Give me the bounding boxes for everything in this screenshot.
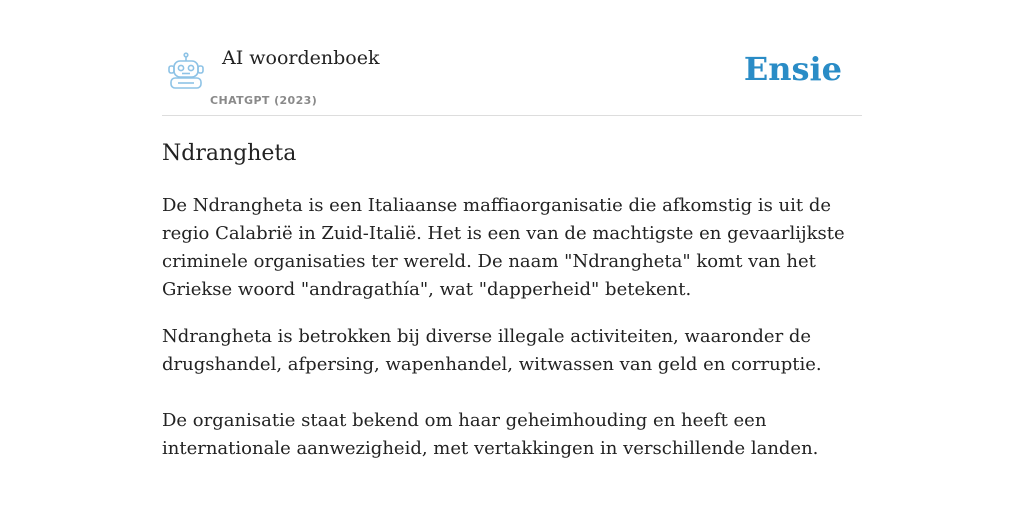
header	[162, 0, 862, 116]
dictionary-source: CHATGPT (2023)	[210, 94, 318, 107]
page-container	[162, 0, 862, 459]
ensie-logo-link[interactable]: Ensie	[743, 50, 842, 88]
definition-paragraph-3: De organisatie staat bekend om haar geheimhouding en heeft een internationale aanwezigheid, met vertakkingen in verschillende landen.	[162, 410, 819, 459]
robot-icon	[166, 52, 206, 90]
dictionary-title: AI woordenboek	[222, 47, 380, 69]
definition-paragraph-1: De Ndrangheta is een Italiaanse maffiaorganisatie die afkomstig is uit de regio Calabrië in Zuid-Italië. Het is een van de machtigste en gevaarlijkste criminele organisaties ter wereld. De naam "Ndrangheta" komt van het Griekse woord "andragathía", wat "dapperheid" betekent.	[162, 195, 845, 300]
entry-term: Ndrangheta	[162, 141, 297, 166]
definition-paragraph-2: Ndrangheta is betrokken bij diverse illegale activiteiten, waaronder de drugshandel, afpersing, wapenhandel, witwassen van geld en corruptie.	[162, 326, 822, 375]
